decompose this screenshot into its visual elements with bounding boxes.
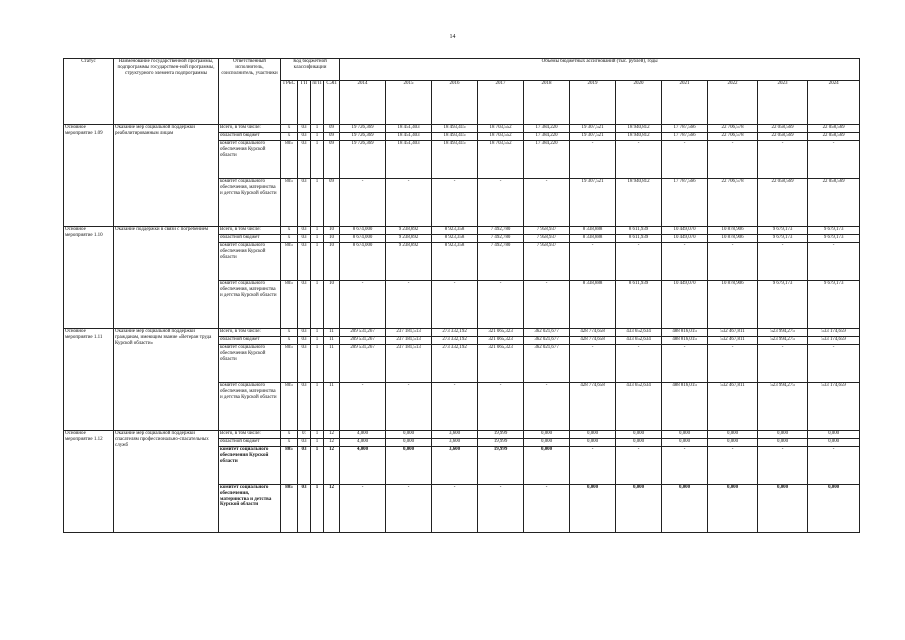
value-cell: 10 878,906: [708, 235, 758, 243]
value-cell: -: [662, 141, 708, 179]
header-volumes-group: Объемы бюджетных ассигнований (тыс. рублей), годы: [340, 59, 860, 81]
table-body: [64, 125, 860, 533]
code-cell: 12: [324, 431, 340, 439]
value-cell: 0,000: [758, 431, 808, 439]
value-cell: 237 181,513: [386, 345, 432, 383]
header-year-2022: 2022: [708, 81, 758, 125]
code-cell: x: [281, 133, 298, 141]
code-cell: 11: [324, 329, 340, 337]
code-cell: 09: [324, 125, 340, 133]
value-cell: 209 531,267: [340, 345, 386, 383]
value-cell: 19 307,521: [570, 133, 616, 141]
code-cell: 1: [311, 485, 324, 533]
value-cell: 7 958,937: [524, 227, 570, 235]
value-cell: -: [478, 281, 524, 329]
value-cell: 19,999: [478, 431, 524, 439]
value-cell: 0,000: [662, 431, 708, 439]
code-cell: 12: [324, 485, 340, 533]
value-cell: 8 338,888: [570, 227, 616, 235]
value-cell: 17 787,566: [662, 133, 708, 141]
value-cell: 433 652,634: [616, 329, 662, 337]
value-cell: -: [432, 281, 478, 329]
code-cell: 10: [324, 227, 340, 235]
value-cell: 533 174,659: [808, 383, 860, 431]
value-cell: 19,999: [478, 439, 524, 447]
value-cell: 9 679,173: [808, 281, 860, 329]
value-cell: 18 940,812: [616, 179, 662, 227]
value-cell: 18 451,403: [386, 141, 432, 179]
value-cell: 10 449,070: [662, 227, 708, 235]
value-cell: 0,000: [708, 485, 758, 533]
value-cell: -: [662, 243, 708, 281]
value-cell: -: [340, 281, 386, 329]
value-cell: 19 726,369: [340, 125, 386, 133]
value-cell: 532 467,811: [708, 329, 758, 337]
value-cell: -: [432, 485, 478, 533]
status-cell: Основное мероприятие 1.09: [64, 125, 114, 227]
executor-cell: комитет социального обеспечения Курской области: [219, 141, 281, 179]
page-number: 14: [449, 34, 456, 40]
value-cell: 0,000: [570, 431, 616, 439]
value-cell: 523 994,275: [758, 383, 808, 431]
code-cell: 03: [298, 383, 311, 431]
value-cell: 8 338,888: [570, 235, 616, 243]
value-cell: 433 652,634: [616, 383, 662, 431]
value-cell: 7 492,780: [478, 227, 524, 235]
value-cell: 17 787,566: [662, 125, 708, 133]
code-cell: x: [281, 235, 298, 243]
value-cell: -: [708, 447, 758, 485]
header-year-2023: 2023: [758, 81, 808, 125]
value-cell: 523 994,275: [758, 337, 808, 345]
table-row: [64, 125, 860, 133]
executor-cell: комитет социального обеспечения, материнства и детства Курской области: [219, 179, 281, 227]
value-cell: 4,000: [340, 431, 386, 439]
value-cell: -: [386, 179, 432, 227]
code-cell: 0:: [298, 431, 311, 439]
value-cell: 237 181,513: [386, 337, 432, 345]
header-year-2016: 2016: [432, 81, 478, 125]
value-cell: 9 238,892: [386, 235, 432, 243]
value-cell: 18 493,415: [432, 125, 478, 133]
header-year-2015: 2015: [386, 81, 432, 125]
value-cell: 0,000: [524, 439, 570, 447]
value-cell: 22 706,578: [708, 133, 758, 141]
code-cell: 805: [281, 141, 298, 179]
value-cell: 0,000: [662, 439, 708, 447]
code-cell: 1: [311, 227, 324, 235]
code-cell: 03: [298, 243, 311, 281]
value-cell: 4,000: [340, 447, 386, 485]
value-cell: 428 774,658: [570, 337, 616, 345]
value-cell: -: [662, 345, 708, 383]
value-cell: 19,999: [478, 447, 524, 485]
value-cell: -: [570, 243, 616, 281]
value-cell: 7 958,937: [524, 243, 570, 281]
code-cell: 1: [311, 337, 324, 345]
value-cell: 17 384,220: [524, 141, 570, 179]
value-cell: 237 181,513: [386, 329, 432, 337]
value-cell: 17 787,566: [662, 179, 708, 227]
value-cell: 0,000: [616, 431, 662, 439]
value-cell: 22 058,569: [758, 179, 808, 227]
header-code-group: Код бюджетной классификации: [281, 59, 340, 81]
code-cell: 11: [324, 337, 340, 345]
value-cell: 7 958,937: [524, 235, 570, 243]
value-cell: 0,000: [570, 439, 616, 447]
code-cell: 805: [281, 243, 298, 281]
value-cell: -: [524, 383, 570, 431]
table-row: [64, 431, 860, 439]
value-cell: 0,000: [616, 485, 662, 533]
value-cell: 22 706,578: [708, 125, 758, 133]
code-cell: 805: [281, 383, 298, 431]
value-cell: 17 384,220: [524, 125, 570, 133]
code-cell: 1: [311, 133, 324, 141]
code-cell: 12: [324, 439, 340, 447]
code-cell: 805: [281, 345, 298, 383]
code-cell: 03: [298, 447, 311, 485]
code-cell: 805: [281, 281, 298, 329]
value-cell: -: [524, 485, 570, 533]
value-cell: -: [570, 447, 616, 485]
value-cell: 19 307,521: [570, 125, 616, 133]
header-executor: Ответственный исполнитель, соисполнитель, участники: [219, 59, 281, 125]
code-cell: 1: [311, 345, 324, 383]
value-cell: -: [386, 485, 432, 533]
value-cell: 10 878,906: [708, 281, 758, 329]
executor-cell: комитет социального обеспечения, материнства и детства Курской области: [219, 485, 281, 533]
code-cell: x: [281, 439, 298, 447]
value-cell: -: [808, 447, 860, 485]
value-cell: -: [432, 179, 478, 227]
header-year-2019: 2019: [570, 81, 616, 125]
code-cell: 10: [324, 281, 340, 329]
value-cell: 8 611,939: [616, 227, 662, 235]
code-cell: 03: [298, 125, 311, 133]
code-cell: 03: [298, 227, 311, 235]
status-cell: Основное мероприятие 1.12: [64, 431, 114, 533]
value-cell: 362 021,677: [524, 329, 570, 337]
code-cell: 11: [324, 345, 340, 383]
executor-cell: областной бюджет: [219, 337, 281, 345]
value-cell: 19 307,521: [570, 179, 616, 227]
value-cell: -: [570, 345, 616, 383]
value-cell: 10 449,070: [662, 235, 708, 243]
header-code-0: ГРБС: [281, 81, 298, 125]
value-cell: 0,000: [386, 439, 432, 447]
value-cell: 533 174,659: [808, 337, 860, 345]
code-cell: 12: [324, 447, 340, 485]
value-cell: 0,000: [808, 439, 860, 447]
value-cell: 0,000: [808, 431, 860, 439]
header-year-2020: 2020: [616, 81, 662, 125]
value-cell: -: [340, 179, 386, 227]
header-code-1: ГП: [298, 81, 311, 125]
table-row: [64, 329, 860, 337]
value-cell: 523 994,275: [758, 329, 808, 337]
code-cell: x: [281, 227, 298, 235]
value-cell: -: [432, 383, 478, 431]
value-cell: 8 674,000: [340, 235, 386, 243]
value-cell: -: [616, 243, 662, 281]
value-cell: -: [616, 141, 662, 179]
value-cell: 532 467,811: [708, 383, 758, 431]
value-cell: 8 923,358: [432, 235, 478, 243]
executor-cell: комитет социального обеспечения Курской области: [219, 243, 281, 281]
value-cell: 0,000: [570, 485, 616, 533]
header-year-2021: 2021: [662, 81, 708, 125]
executor-cell: Всего, в том числе:: [219, 227, 281, 235]
code-cell: x: [281, 431, 298, 439]
value-cell: 0,000: [386, 431, 432, 439]
code-cell: 10: [324, 235, 340, 243]
header-year-2018: 2018: [524, 81, 570, 125]
value-cell: 4,000: [340, 439, 386, 447]
value-cell: 19 726,369: [340, 141, 386, 179]
value-cell: 8 923,358: [432, 243, 478, 281]
code-cell: 03: [298, 439, 311, 447]
code-cell: x: [281, 337, 298, 345]
executor-cell: областной бюджет: [219, 439, 281, 447]
value-cell: 18 703,552: [478, 133, 524, 141]
program-name-cell: Оказание мер социальной поддержки спасателям профессионально-спасательных служб: [114, 431, 219, 533]
code-cell: 03: [298, 337, 311, 345]
value-cell: -: [758, 141, 808, 179]
value-cell: 9 238,892: [386, 227, 432, 235]
code-cell: 1: [311, 447, 324, 485]
value-cell: 22 058,569: [808, 179, 860, 227]
value-cell: 0,000: [708, 439, 758, 447]
code-cell: 09: [324, 179, 340, 227]
value-cell: -: [662, 447, 708, 485]
value-cell: -: [708, 345, 758, 383]
code-cell: x: [281, 125, 298, 133]
code-cell: 11: [324, 383, 340, 431]
header-status: Статус: [64, 59, 114, 125]
value-cell: 0,000: [524, 431, 570, 439]
header-year-2017: 2017: [478, 81, 524, 125]
value-cell: 9 238,892: [386, 243, 432, 281]
value-cell: 19 726,369: [340, 133, 386, 141]
value-cell: -: [808, 141, 860, 179]
code-cell: 03: [298, 141, 311, 179]
value-cell: 209 531,267: [340, 329, 386, 337]
value-cell: 22 058,569: [758, 133, 808, 141]
value-cell: 3,600: [432, 447, 478, 485]
value-cell: -: [758, 243, 808, 281]
value-cell: 0,000: [808, 485, 860, 533]
executor-cell: Всего, в том числе:: [219, 125, 281, 133]
value-cell: -: [340, 383, 386, 431]
code-cell: 805: [281, 179, 298, 227]
value-cell: 488 816,015: [662, 337, 708, 345]
value-cell: 8 923,358: [432, 227, 478, 235]
code-cell: 10: [324, 243, 340, 281]
status-cell: Основное мероприятие 1.11: [64, 329, 114, 431]
value-cell: 8 338,888: [570, 281, 616, 329]
value-cell: 321 065,323: [478, 337, 524, 345]
value-cell: 22 706,578: [708, 179, 758, 227]
code-cell: 1: [311, 141, 324, 179]
executor-cell: Всего, в том числе:: [219, 431, 281, 439]
value-cell: 0,000: [758, 439, 808, 447]
value-cell: -: [524, 281, 570, 329]
value-cell: -: [386, 281, 432, 329]
value-cell: -: [340, 485, 386, 533]
value-cell: 18 493,415: [432, 141, 478, 179]
value-cell: 17 384,220: [524, 133, 570, 141]
value-cell: 273 332,192: [432, 345, 478, 383]
code-cell: 03: [298, 329, 311, 337]
value-cell: 0,000: [708, 431, 758, 439]
value-cell: 9 679,173: [808, 235, 860, 243]
code-cell: 09: [324, 141, 340, 179]
executor-cell: комитет социального обеспечения Курской области: [219, 447, 281, 485]
value-cell: 10 878,906: [708, 227, 758, 235]
value-cell: -: [478, 383, 524, 431]
code-cell: 805: [281, 447, 298, 485]
value-cell: 18 451,403: [386, 133, 432, 141]
executor-cell: комитет социального обеспечения, материнства и детства Курской области: [219, 281, 281, 329]
value-cell: 8 611,939: [616, 235, 662, 243]
value-cell: 488 816,015: [662, 383, 708, 431]
value-cell: 22 058,569: [808, 125, 860, 133]
table-row: [64, 227, 860, 235]
code-cell: 09: [324, 133, 340, 141]
header-year-2014: 2014: [340, 81, 386, 125]
budget-table: [63, 58, 860, 533]
code-cell: 1: [311, 431, 324, 439]
header-code-3: СЭП: [324, 81, 340, 125]
code-cell: 1: [311, 125, 324, 133]
value-cell: 428 774,658: [570, 329, 616, 337]
value-cell: 8 674,000: [340, 243, 386, 281]
value-cell: 8 674,000: [340, 227, 386, 235]
program-name-cell: Оказание мер социальной поддержки реабилитированным лицам: [114, 125, 219, 227]
value-cell: 0,000: [386, 447, 432, 485]
code-cell: 1: [311, 281, 324, 329]
value-cell: 22 058,569: [758, 125, 808, 133]
value-cell: -: [808, 345, 860, 383]
code-cell: 03: [298, 179, 311, 227]
value-cell: -: [386, 383, 432, 431]
executor-cell: комитет социального обеспечения, материнства и детства Курской области: [219, 383, 281, 431]
value-cell: 8 611,939: [616, 281, 662, 329]
code-cell: 03: [298, 345, 311, 383]
code-cell: 1: [311, 243, 324, 281]
value-cell: 0,000: [616, 439, 662, 447]
header-year-2024: 2024: [808, 81, 860, 125]
code-cell: 03: [298, 281, 311, 329]
value-cell: 10 449,070: [662, 281, 708, 329]
value-cell: 0,000: [758, 485, 808, 533]
code-cell: x: [281, 329, 298, 337]
value-cell: -: [708, 141, 758, 179]
header-code-2: пГП: [311, 81, 324, 125]
code-cell: 1: [311, 383, 324, 431]
value-cell: 321 065,323: [478, 329, 524, 337]
status-cell: Основное мероприятие 1.10: [64, 227, 114, 329]
executor-cell: областной бюджет: [219, 133, 281, 141]
value-cell: 7 492,780: [478, 235, 524, 243]
value-cell: 18 940,812: [616, 133, 662, 141]
value-cell: 3,600: [432, 439, 478, 447]
executor-cell: Всего, в том числе:: [219, 329, 281, 337]
code-cell: 03: [298, 485, 311, 533]
value-cell: 532 467,811: [708, 337, 758, 345]
value-cell: 273 332,192: [432, 329, 478, 337]
value-cell: 3,600: [432, 431, 478, 439]
executor-cell: областной бюджет: [219, 235, 281, 243]
value-cell: 321 065,323: [478, 345, 524, 383]
executor-cell: комитет социального обеспечения Курской области: [219, 345, 281, 383]
value-cell: 362 021,677: [524, 337, 570, 345]
code-cell: 1: [311, 179, 324, 227]
value-cell: 428 774,658: [570, 383, 616, 431]
value-cell: 18 703,552: [478, 141, 524, 179]
code-cell: 1: [311, 329, 324, 337]
header-name: Наименование государственной программы, подпрограммы государствен-ной программы, структурного элемента подпрограммы: [114, 59, 219, 125]
value-cell: 9 679,173: [758, 281, 808, 329]
value-cell: -: [616, 345, 662, 383]
code-cell: 1: [311, 235, 324, 243]
value-cell: -: [616, 447, 662, 485]
value-cell: -: [808, 243, 860, 281]
value-cell: 18 703,552: [478, 125, 524, 133]
value-cell: -: [758, 345, 808, 383]
value-cell: -: [570, 141, 616, 179]
value-cell: 18 940,812: [616, 125, 662, 133]
value-cell: -: [478, 485, 524, 533]
value-cell: -: [524, 179, 570, 227]
value-cell: -: [478, 179, 524, 227]
code-cell: 805: [281, 485, 298, 533]
value-cell: 433 652,634: [616, 337, 662, 345]
code-cell: 03: [298, 235, 311, 243]
value-cell: 7 492,780: [478, 243, 524, 281]
code-cell: 1: [311, 439, 324, 447]
value-cell: 9 679,173: [758, 227, 808, 235]
value-cell: 0,000: [524, 447, 570, 485]
value-cell: 18 493,415: [432, 133, 478, 141]
value-cell: 488 816,015: [662, 329, 708, 337]
value-cell: 18 451,403: [386, 125, 432, 133]
program-name-cell: Оказание мер социальной поддержки гражданам, имеющим звание «Ветеран труда Курской области»: [114, 329, 219, 431]
value-cell: -: [758, 447, 808, 485]
value-cell: -: [708, 243, 758, 281]
value-cell: 362 021,677: [524, 345, 570, 383]
program-name-cell: Оказание поддержки в связи с погребением: [114, 227, 219, 329]
value-cell: 9 679,173: [808, 227, 860, 235]
value-cell: 9 679,173: [758, 235, 808, 243]
code-cell: 03: [298, 133, 311, 141]
value-cell: 209 531,267: [340, 337, 386, 345]
value-cell: 533 174,659: [808, 329, 860, 337]
value-cell: 22 058,569: [808, 133, 860, 141]
value-cell: 273 332,192: [432, 337, 478, 345]
value-cell: 0,000: [662, 485, 708, 533]
